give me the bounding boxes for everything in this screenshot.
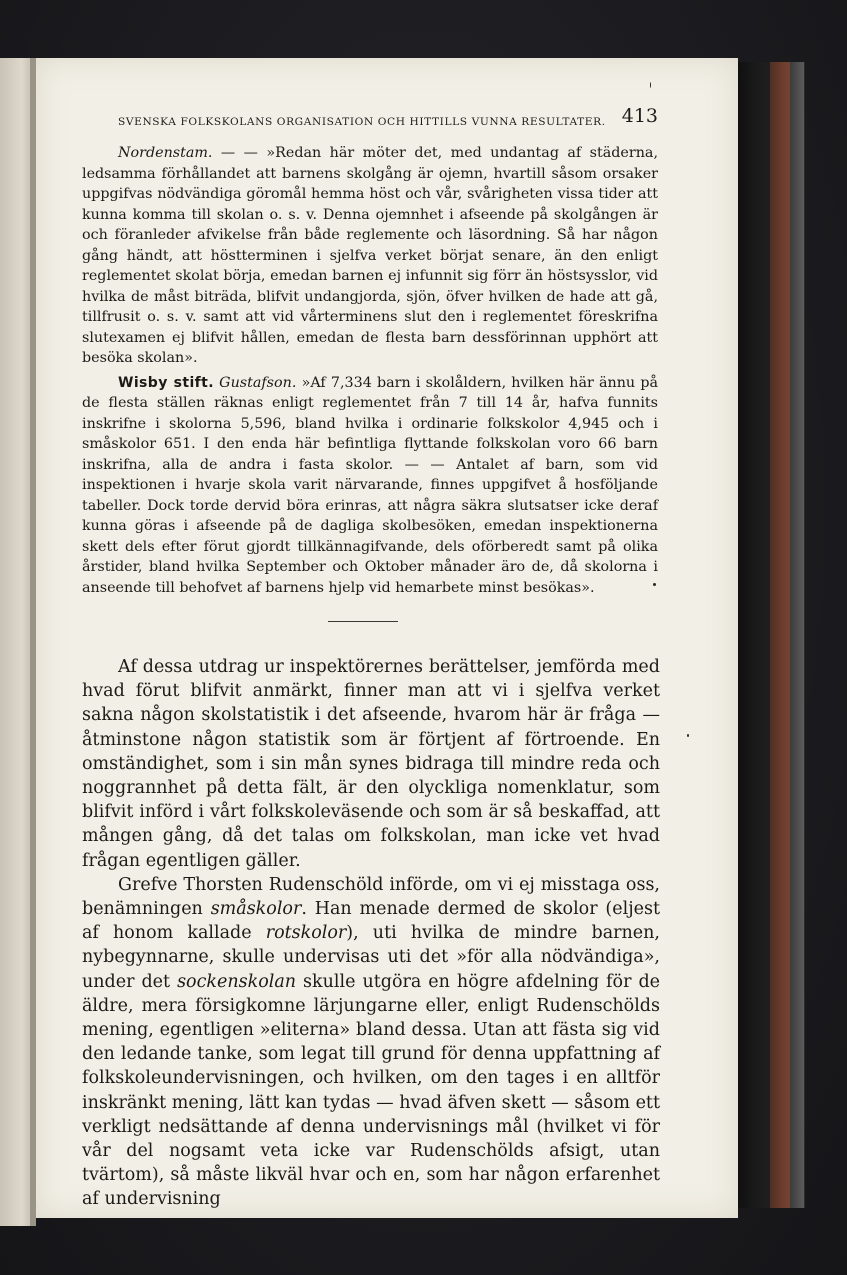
inspector-name: Nordenstam. [118, 145, 213, 161]
ink-speck [653, 583, 656, 586]
quoted-reports [82, 143, 658, 598]
quote-text: — — »Redan här möter det, med undantag af städerna, ledsamma förhållandet att barnens skolgång är ojemn, hvartill såsom orsaker uppgifvas nödvändiga göromål hemma höst och vår, svårigheten vissa tider att kunna komma till skolan o. s. v. Denna ojemnhet i afseende på skolgången är och föranleder afvikelse från både reglemente och läsordning. Så har någon gång händt, att höstterminen i sjelfva verket börjat senare, än den enligt reglementet skolat börja, emedan barnen ej infunnit sig förr än höstsysslor, vid hvilka de måst biträda, blifvit undangjorda, sjön, öfver hvilken de hade att gå, tillfrusit o. s. v. samt att vid vårterminens slut den i reglementet föreskrifna slutexamen ej blifvit hållen, emedan de flesta barn dessförinnan upphört att besöka skolan». [82, 145, 658, 366]
quote-paragraph [82, 143, 658, 369]
text-run: Grefve Thorsten Rudenschöld införde, om vi ej misstaga oss, benämningen [82, 874, 660, 920]
text-run: . Han menade dermed de skolor (eljest af honom kallade [82, 899, 661, 944]
text-run: ), uti hvilka de mindre barnen, nybegynnarne, skulle undervisas uti det »för alla nödvändiga», under det [82, 923, 660, 992]
quote-text: »Af 7,334 barn i skolåldern, hvilken här ännu på de flesta ställen räknas enligt reglementet från 7 till 14 år, hafva funnits inskrifne i skolorna 5,596, bland hvilka i ordinarie folkskolor 4,945 och i småskolor 651. I den enda här befintliga flyttande folkskolan voro 66 barn inskrifna, alla de andra i fasta skolor. — — Antalet af barn, som vid inspektionen i hvarje skola varit närvarande, finnes uppgifvet å hosföljande tabeller. Dock torde dervid böra erinras, att några säkra slutsatser icke deraf kunna göras i afseende på de dagliga skolbesöken, emedan inspektionerna skett dels efter förut gjordt tillkännagifvande, dels oförberedt samt på olika årstider, bland hvilka September och Oktober månader äro de, då skolorna i anseende till behofvet af barnens hjelp vid hemarbete minst besökas». [82, 374, 659, 596]
inspector-name: Gustafson. [219, 374, 297, 391]
page-header [82, 105, 658, 135]
italic-term: sockenskolan [177, 971, 297, 992]
body-paragraph [82, 873, 660, 1212]
italic-term: rotskolor [265, 923, 347, 944]
italic-term: småskolor [210, 899, 302, 920]
body-paragraph: Af dessa utdrag ur inspektörernes berättelser, jemförda med hvad förut blifvit anmärkt, finner man att vi i sjelfva verket sakna någon skolstatistik i det afseende, hvarom här är fråga — åtminstone någon statistik som är förtjent af förtroende. En omständighet, som i sin mån synes bidraga till mindre reda och noggrannhet på detta fält, är den olyckliga nomenklatur, som blifvit införd i vårt folkskoleväsende och som är så beskaffad, att mången gång, då det talas om folkskolan, man icke vet hvad frågan egentligen gäller. [82, 657, 660, 871]
section-divider [328, 621, 398, 622]
running-head: SVENSKA FOLKSKOLANS ORGANISATION OCH HITTILLS VUNNA RESULTATER. [118, 116, 606, 128]
diocese-heading: Wisby stift. [118, 374, 214, 391]
ink-speck [650, 82, 651, 88]
page-number: 413 [621, 105, 658, 127]
ink-speck [687, 734, 689, 737]
text-run: skulle utgöra en högre afdelning för de äldre, mera försigkomne lärjungarne eller, enligt Rudenschölds mening, egentligen »eliterna» bland dessa. Utan att fästa sig vid den ledande tanke, som legat till grund för denna uppfattning af folkskoleundervisningen, och hvilken, om den tages i en alltför inskränkt mening, lätt kan tydas — hvad äfven skett — såsom ett verkligt nedsättande af denna undervisnings mål (hvilket vi för vår del nogsamt veta icke var Rudenschölds afsigt, utan tvärtom), så måste likväl hvar och en, som har någon erfarenhet af undervisning [82, 971, 660, 1210]
book-cover-band [790, 62, 804, 1208]
quote-paragraph [82, 373, 658, 599]
main-text [82, 655, 660, 1212]
